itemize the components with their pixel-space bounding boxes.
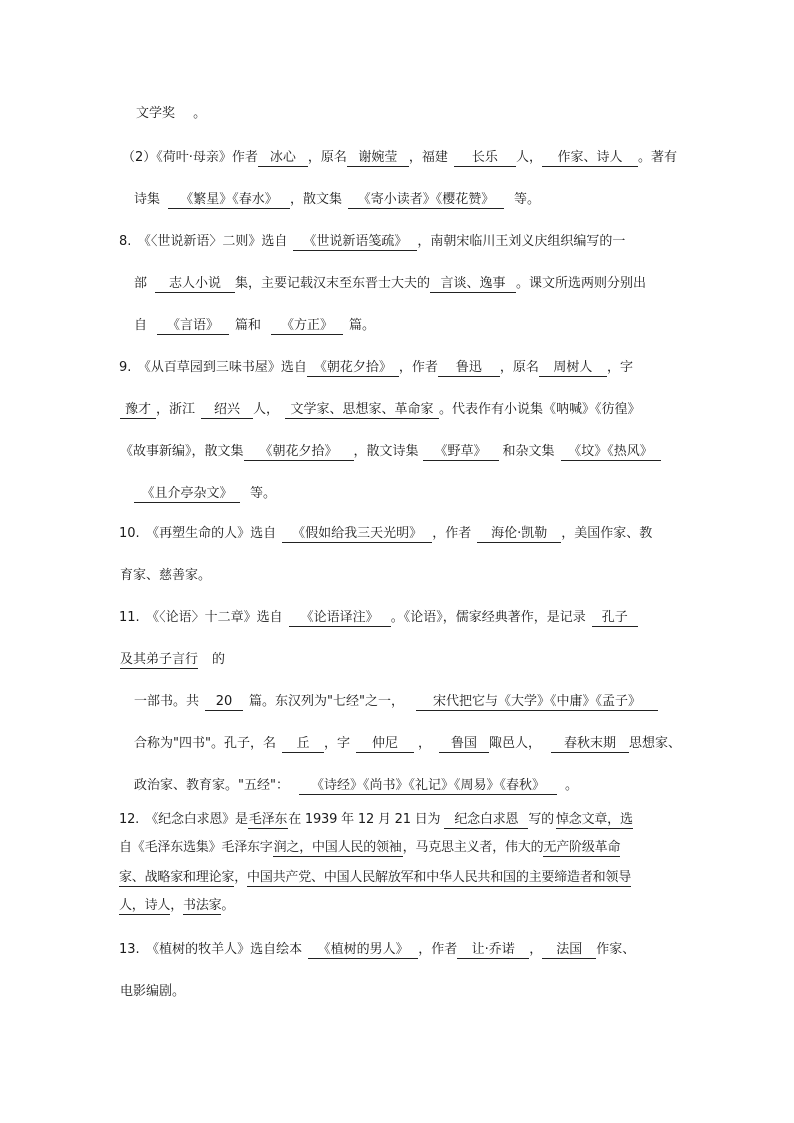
line-4 [119, 234, 625, 251]
place-blank: 绍兴 [201, 402, 253, 419]
text: 人， [515, 150, 542, 165]
identity-blank-cont: 家、战略家和理论家 [119, 870, 235, 885]
text: 育家、慈善家。 [120, 568, 212, 583]
author-blank: 让·乔诺 [457, 942, 529, 959]
source-blank: 《植树的男人》 [308, 942, 418, 959]
source-blank: 《假如给我三天光明》 [282, 526, 432, 543]
text: 13. 《植树的牧羊人》选自绘本 [119, 942, 303, 957]
identity-blank: 作家、诗人 [542, 150, 638, 167]
line-21 [119, 898, 234, 915]
line-13 [119, 610, 638, 627]
chapter1-blank: 《言语》 [157, 318, 229, 335]
courtesy-name-blank: 仲尼 [356, 736, 414, 753]
source-blank: 《世说新语笺疏》 [293, 234, 417, 251]
text: 篇。 [349, 318, 376, 333]
text: 11. 《〈论语〉十二章》选自 [119, 610, 283, 625]
given-name-blank: 丘 [282, 736, 324, 753]
text: 集，主要记载汉末至东晋士大夫的 [235, 276, 431, 291]
line-20 [119, 870, 631, 887]
source-blank: 《论语译注》 [289, 610, 391, 627]
place-blank: 长乐 [454, 150, 516, 167]
identity-blank: 无产阶级革命 [543, 840, 621, 855]
text: 等。 [250, 486, 277, 501]
founder-blank: 中国共产党、中国人民解放军和中华人民共和国的主要缔造者和领导 [247, 870, 632, 885]
text: ，字 [323, 736, 350, 751]
text: 。 [193, 106, 207, 121]
text: ，马克思主义者，伟大的 [402, 840, 544, 855]
text: 思想家、 [629, 736, 682, 751]
text: 的 [212, 652, 226, 667]
count-blank: 20 [205, 694, 243, 711]
text: ， [170, 898, 184, 913]
content-blank: 言谈、逸事 [430, 276, 516, 293]
text: ，美国作家、教 [561, 526, 653, 541]
line-12 [120, 568, 211, 584]
text: ，作者 [418, 942, 458, 957]
five-classics-blank: 《诗经》《尚书》《礼记》《周易》《春秋》 [299, 778, 557, 795]
text: 《故事新编》，散文集 [120, 444, 244, 459]
text: 篇和 [235, 318, 262, 333]
prose-blank: 《朝花夕拾》 [244, 444, 354, 461]
line-22 [119, 942, 635, 959]
text: ，原名 [307, 150, 347, 165]
courtesy-name-blank: 豫才 [120, 402, 156, 419]
line-3 [134, 192, 540, 209]
text: ，作者 [398, 360, 438, 375]
text: 8. 《〈世说新语〉二则》选自 [119, 234, 288, 249]
line-15 [134, 694, 658, 711]
record-blank-cont: 及其弟子言行 [120, 652, 199, 667]
text: ， [234, 870, 248, 885]
text: 篇。东汉列为"七经"之一， [249, 694, 404, 709]
line-16 [134, 736, 681, 753]
genre-blank: 悼念文章，选 [555, 812, 633, 827]
text: 和杂文集 [502, 444, 555, 459]
text: 等。 [514, 192, 541, 207]
four-books-blank: 宋代把它与《大学》《中庸》《孟子》 [416, 694, 658, 711]
source-blank: 《朝花夕拾》 [307, 360, 399, 377]
text: 合称为"四书"。孔子，名 [134, 736, 276, 751]
text: ，福建 [408, 150, 448, 165]
text: ，散文诗集 [353, 444, 419, 459]
line-11 [119, 526, 652, 543]
text: 。《论语》，儒家经典著作，是记录 [390, 610, 586, 625]
text: ， [529, 942, 543, 957]
text: 诗集 [134, 192, 161, 207]
courtesy-name-blank: 润之，中国人民的领袖 [273, 840, 402, 855]
essay-blank: 《坟》《热风》 [561, 444, 661, 461]
line-10 [134, 486, 276, 503]
author-blank: 海伦·凯勒 [477, 526, 561, 543]
text: 。著有 [637, 150, 677, 165]
text: （2）《荷叶·母亲》作者 [122, 150, 258, 165]
text: 。 [221, 898, 235, 913]
line-8 [120, 402, 641, 419]
prose-blank: 《寄小读者》《樱花赞》 [348, 192, 504, 209]
author-blank: 冰心 [258, 150, 308, 167]
line-19 [119, 840, 620, 857]
identity-blank: 文学家、思想家、革命家 [285, 402, 439, 419]
line-14 [120, 652, 225, 669]
text: 部 [134, 276, 148, 291]
author-blank: 毛泽东 [248, 812, 288, 827]
line-17 [134, 778, 578, 795]
founder-blank-cont: 人，诗人 [119, 898, 171, 913]
text: 作家、 [596, 942, 636, 957]
poetry-blank: 《繁星》《春水》 [168, 192, 290, 209]
line-18 [119, 812, 633, 829]
line-1 [136, 106, 206, 122]
text: 文学奖 [136, 106, 176, 121]
purpose-blank: 纪念白求恩 [444, 812, 528, 829]
chapter2-blank: 《方正》 [271, 318, 343, 335]
name-blank: 谢婉莹 [347, 150, 409, 167]
text: 9. 《从百草园到三味书屋》选自 [119, 360, 307, 375]
line-5 [134, 276, 646, 293]
text: ，散文集 [290, 192, 343, 207]
text: 写的 [528, 812, 554, 827]
text: ，作者 [432, 526, 472, 541]
author-blank: 鲁迅 [438, 360, 500, 377]
text: 10. 《再塑生命的人》选自 [119, 526, 277, 541]
prose-poetry-blank: 《野草》 [423, 444, 499, 461]
state-blank: 鲁国 [439, 736, 489, 753]
genre-blank: 志人小说 [155, 276, 235, 293]
line-23 [120, 984, 185, 1000]
text: 12. 《纪念白求恩》是 [119, 812, 248, 827]
line-6 [134, 318, 375, 335]
text: 自《毛泽东选集》毛泽东字 [119, 840, 273, 855]
line-2 [122, 150, 677, 167]
country-blank: 法国 [542, 942, 596, 959]
record-blank: 孔子 [592, 610, 638, 627]
text: 在 1939 年 12 月 21 日为 [288, 812, 441, 827]
text: 人， [253, 402, 280, 417]
text: 自 [134, 318, 148, 333]
text: ， [417, 736, 431, 751]
name-blank: 周树人 [539, 360, 607, 377]
era-blank: 春秋末期 [551, 736, 629, 753]
text: 。 [564, 778, 578, 793]
line-7 [119, 360, 633, 377]
line-9 [120, 444, 661, 461]
essay-blank-cont: 《且介亭杂文》 [134, 486, 240, 503]
text: ，字 [606, 360, 633, 375]
text: 政治家、教育家。"五经"： [134, 778, 289, 793]
text: ，原名 [499, 360, 539, 375]
calligrapher-blank: 书法家 [183, 898, 222, 913]
text: 电影编剧。 [120, 984, 186, 999]
text: 。课文所选两则分别出 [516, 276, 647, 291]
text: ，浙江 [156, 402, 196, 417]
text: 。代表作有小说集《呐喊》《彷徨》 [439, 402, 641, 417]
text: 一部书。共 [134, 694, 200, 709]
text: 陬邑人， [489, 736, 542, 751]
text: ，南朝宋临川王刘义庆组织编写的一 [417, 234, 626, 249]
